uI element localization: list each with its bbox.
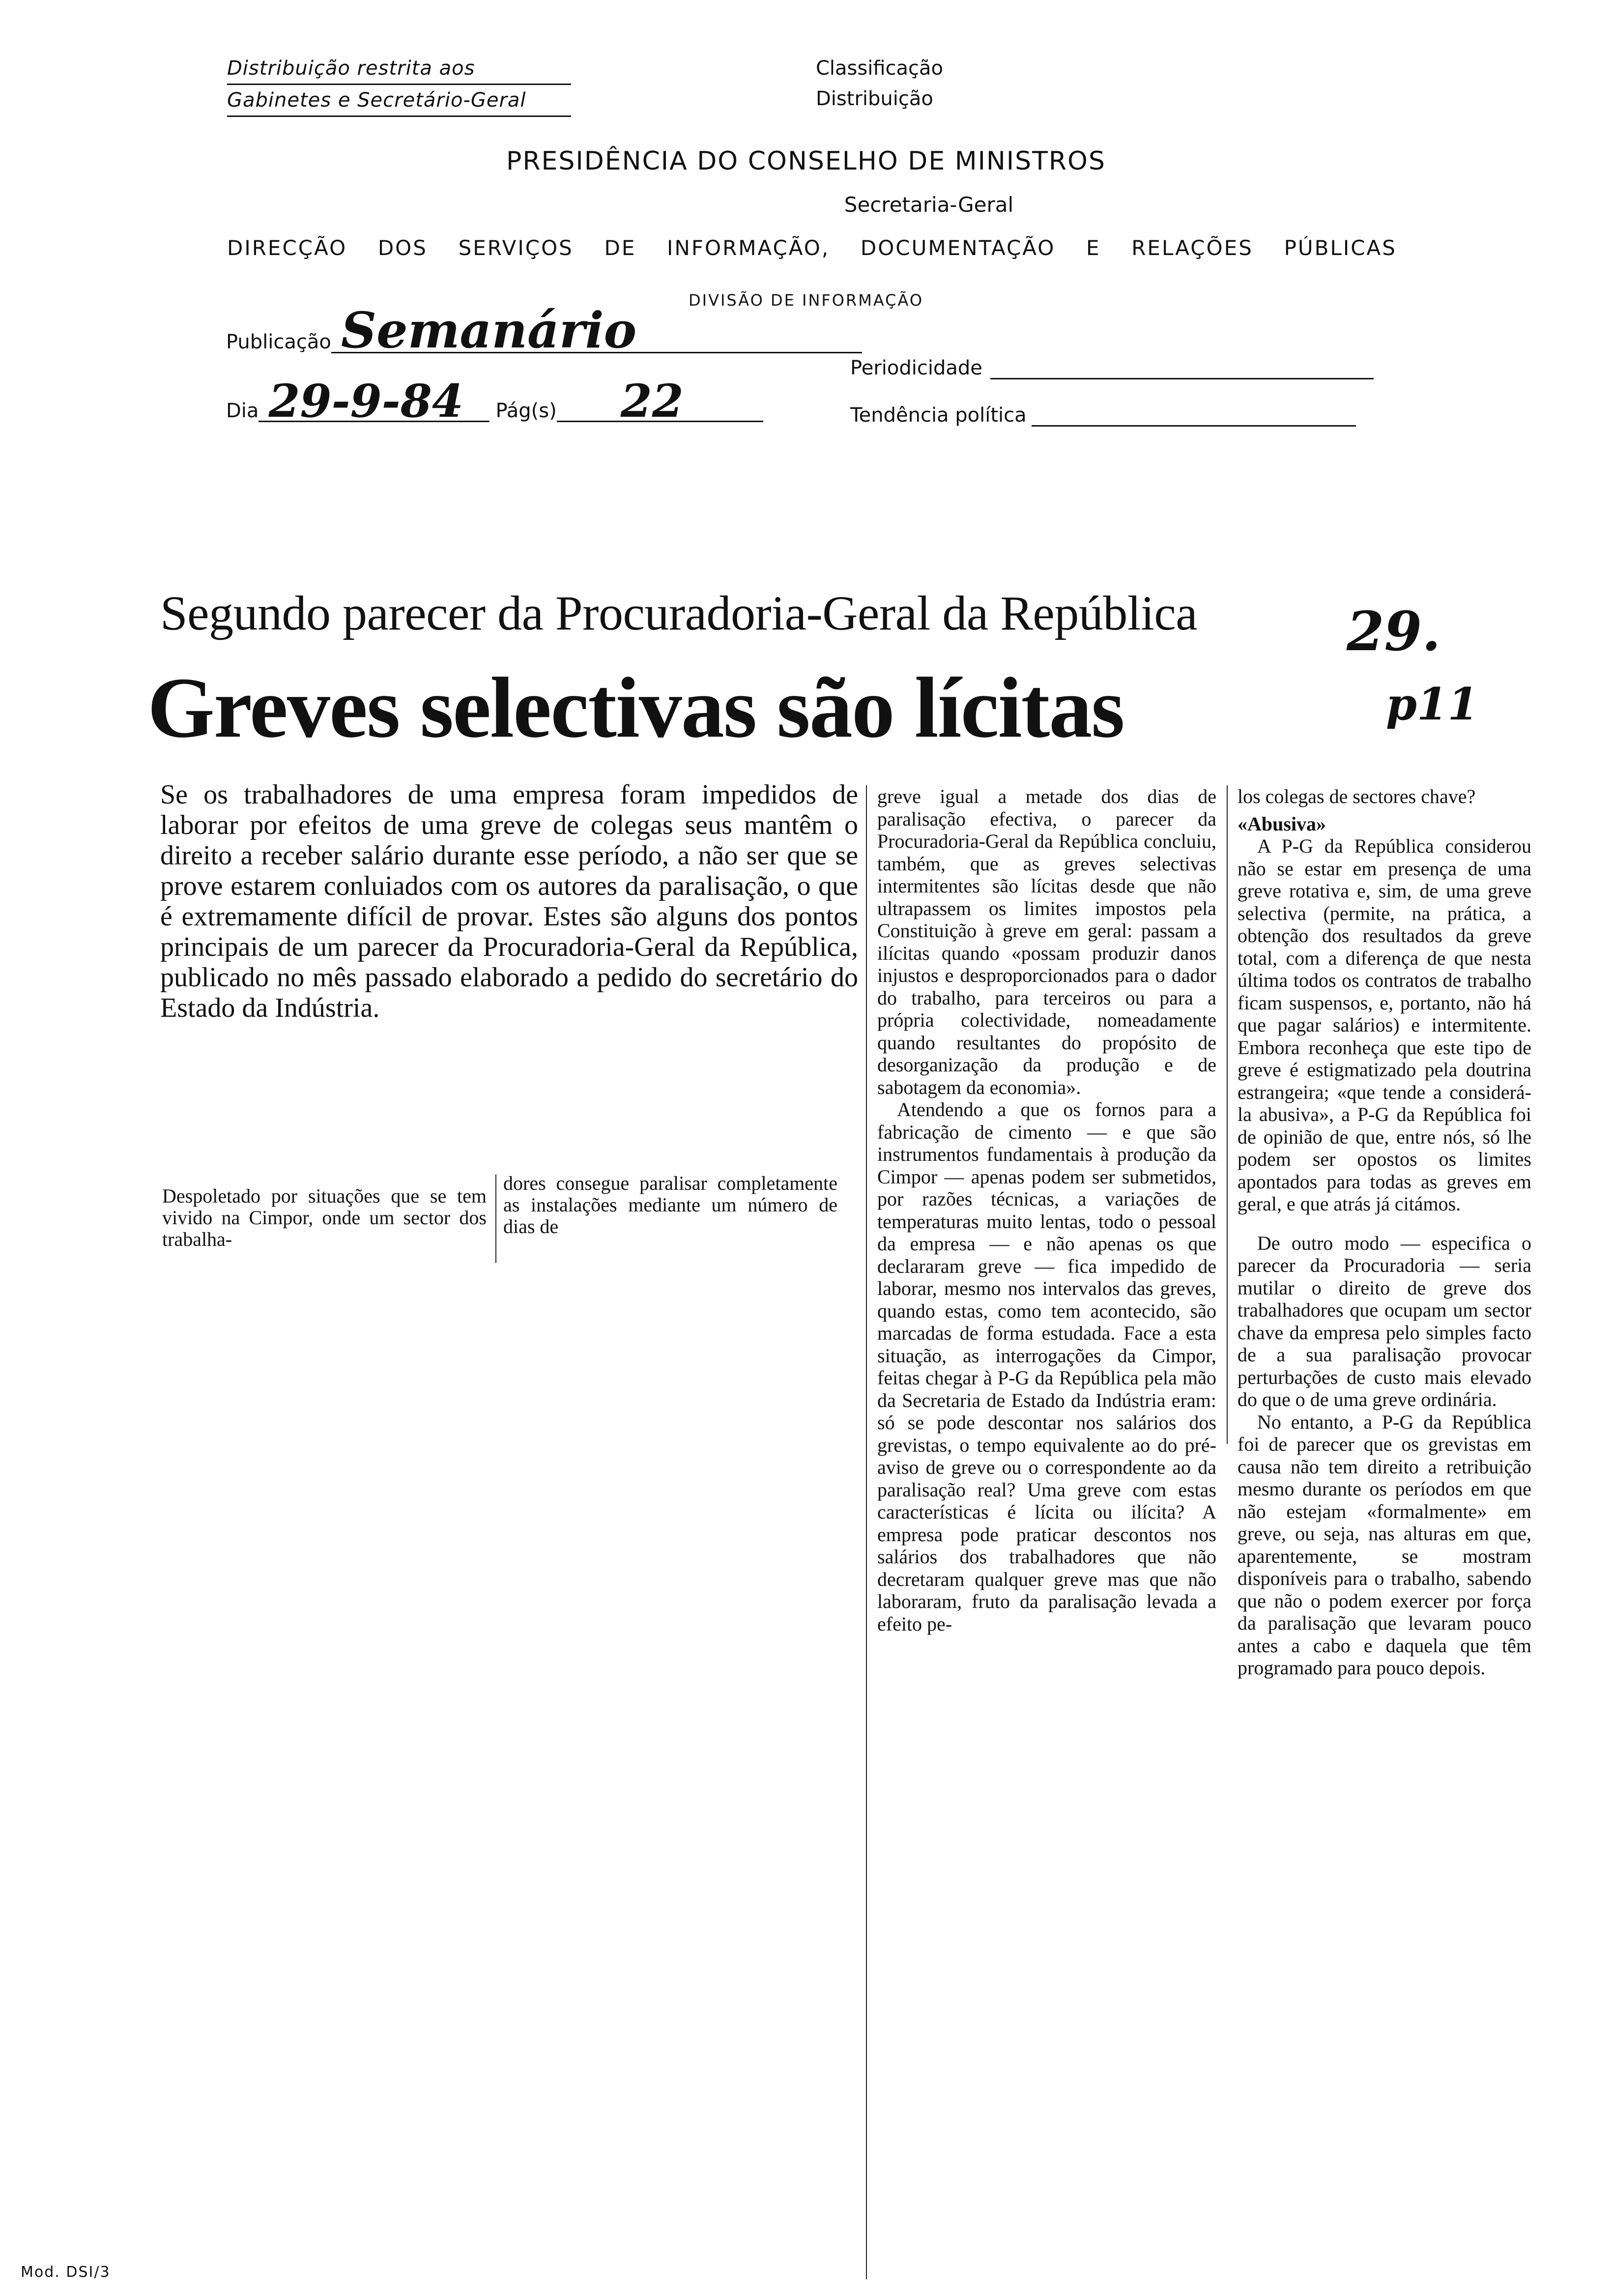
article-column-1: Despoletado por situações que se tem vivido na Cimpor, onde um sector dos trabalha- (162, 1185, 487, 1250)
classificacao-label: Classificação (816, 57, 944, 80)
article-paragraph: greve igual a metade dos dias de paralisação efectiva, o parecer da Procuradoria-Geral da República concluiu, também, que as greves selectivas intermitentes são lícitas desde que não ultrapassem os limites impostos pela Constituição à greve em geral: passam a ilícitas quando «possam produzir danos injustos e desproporcionados para o dador do trabalho, para terceiros ou para a própria colectividade, nomeadamente quando resultantes do propósito de desorganização da produção e de sabotagem da economia». (877, 785, 1216, 1098)
article-headline: Greves selectivas são lícitas (147, 660, 1124, 756)
direccao-word: E (1086, 236, 1101, 260)
publicacao-label: Publicação (226, 331, 331, 353)
direccao-word: INFORMAÇÃO, (667, 236, 830, 260)
publicacao-handwritten-value: Semanário (341, 301, 637, 359)
handwritten-margin-note: 29. (1347, 600, 1441, 663)
dia-handwritten-value: 29-9-84 (268, 374, 463, 428)
divisao-label: DIVISÃO DE INFORMAÇÃO (688, 291, 924, 310)
article-column-4 (1238, 785, 1531, 1679)
direccao-word: DOCUMENTAÇÃO (860, 236, 1056, 260)
form-model-code: Mod. DSI/3 (21, 2264, 111, 2281)
tendencia-field (850, 404, 1356, 427)
classification-block (816, 53, 943, 114)
article-column-2: dores consegue paralisar completamente as instalações mediante um número de dias de (503, 1172, 837, 1237)
direccao-word: DE (604, 236, 636, 260)
pags-handwritten-value: 22 (620, 374, 684, 428)
direccao-word: RELAÇÕES (1131, 236, 1253, 260)
periodicidade-line (990, 358, 1374, 379)
direccao-word: PÚBLICAS (1284, 236, 1397, 260)
article-lead: Se os trabalhadores de uma empresa foram impedidos de laborar por efeitos de uma greve de colegas seus mantêm o direito a receber salário durante esse período, a não ser que se prove estarem conluiados com os autores da paralisação, o que é extremamente difícil de provar. Estes são alguns dos pontos principais de um parecer da Procuradoria-Geral da República, publicado no mês passado elaborado a pedido do secretário do Estado da Indústria. (160, 779, 858, 1023)
column-divider (495, 1175, 496, 1263)
article-paragraph: De outro modo — especifica o parecer da Procuradoria — seria mutilar o direito de greve dos trabalhadores que ocupam um sector chave da empresa pelo simples facto de a sua paralisação provocar perturbações de custo mais elevado do que o de uma greve ordinária. (1238, 1232, 1531, 1410)
dia-line (259, 374, 489, 428)
pags-line (557, 374, 763, 428)
pags-label: Pág(s) (495, 400, 557, 422)
periodicidade-label: Periodicidade (850, 357, 982, 379)
publicacao-field (226, 301, 862, 359)
article-paragraph: No entanto, a P-G da República foi de parecer que os grevistas em causa não tem direito a retribuição mesmo durante os períodos em que não estejam «formalmente» em greve, ou seja, nas alturas em que, aparentemente, se mostram disponíveis para o trabalho, sabendo que não o podem exercer por força da paralisação que levaram pouco antes a cabo e daquela que têm programado para pouco depois. (1238, 1410, 1531, 1679)
direccao-word: DOS (377, 236, 428, 260)
article-paragraph: los colegas de sectores chave? (1238, 785, 1476, 807)
direccao-line (227, 236, 1397, 260)
org-title: PRESIDÊNCIA DO CONSELHO DE MINISTROS (506, 146, 1106, 176)
column-divider (1227, 785, 1228, 1444)
publicacao-line (331, 301, 862, 359)
column-divider (866, 785, 867, 2279)
article-paragraph: A P-G da República considerou não se estar em presença de uma greve rotativa e, sim, de uma greve selectiva (permite, na prática, a obtenção dos resultados da greve total, com a diferença de que nesta última todos os contratos de trabalho ficam suspensos, e, portanto, não há que pagar salários) e intermitente. Embora reconheça que este tipo de greve é estigmatizado pela doutrina estrangeira; «que tende a considerá-la abusiva», a P-G da República foi de opinião de que, entre nós, só lhe podem ser opostos os limites apontados para todas as greves em geral, e que atrás já citámos. (1238, 835, 1531, 1215)
article-paragraph: Atendendo a que os fornos para a fabricação de cimento — e que são instrumentos fundamentais à produção da Cimpor — apenas podem ser submetidos, por razões técnicas, a variações de temperaturas muito lentas, todo o pessoal da empresa — e não apenas os que declararam greve — fica impedido de laborar, mesmo nos intervalos das greves, quando estas, como tem acontecido, são marcadas de forma estudada. Face a esta situação, as interrogações da Cimpor, feitas chegar à P-G da República pela mão da Secretaria de Estado da Indústria eram: só se pode descontar nos salários dos grevistas, o tempo equivalente ao do pré-aviso de greve ou o correspondente ao da paralisação real? Uma greve com estas características é lícita ou ilícita? A empresa pode praticar descontos nos salários dos trabalhadores que não decretaram qualquer greve mas que não laboraram, fruto da paralisação levada a efeito pe- (877, 1098, 1216, 1635)
direccao-word: SERVIÇOS (458, 236, 574, 260)
tendencia-line (1032, 405, 1356, 427)
restricted-distribution-line-2: Gabinetes e Secretário-Geral (227, 85, 571, 117)
article-subhead: «Abusiva» (1238, 812, 1326, 835)
dia-field (226, 374, 763, 428)
dia-label: Dia (226, 400, 259, 422)
restricted-distribution-note (227, 53, 571, 117)
handwritten-margin-note-2: p11 (1386, 678, 1479, 730)
distribuicao-label: Distribuição (816, 87, 933, 110)
article-kicker: Segundo parecer da Procuradoria-Geral da República (160, 586, 1198, 640)
secretaria-label: Secretaria-Geral (844, 193, 1014, 217)
tendencia-label: Tendência política (850, 404, 1027, 427)
restricted-distribution-line-1: Distribuição restrita aos (227, 53, 571, 85)
article-column-3 (877, 785, 1216, 1635)
direccao-word: DIRECÇÃO (227, 236, 347, 260)
periodicidade-field (850, 357, 1374, 379)
